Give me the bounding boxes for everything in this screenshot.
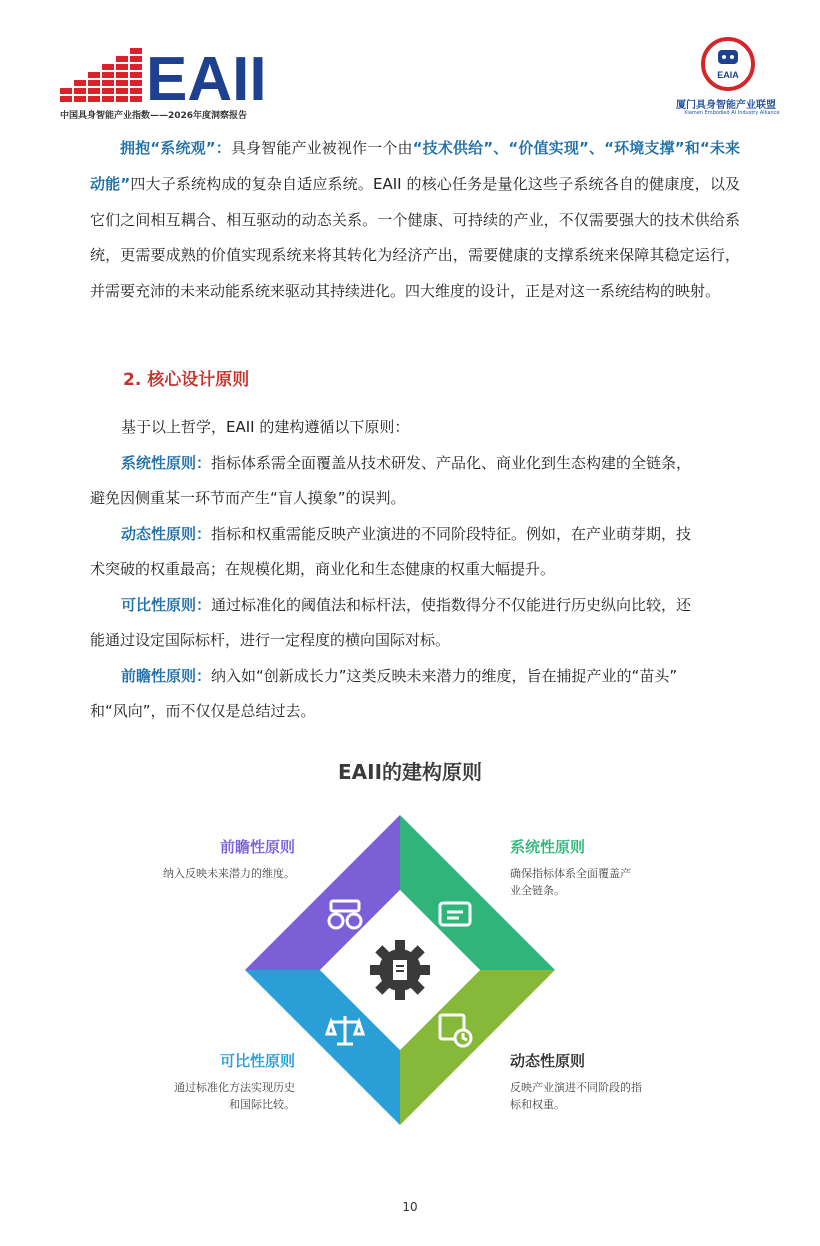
alliance-logo	[700, 36, 756, 92]
logo-text: EAII	[146, 45, 267, 104]
label-foresight: 前瞻性原则 纳入反映未来潜力的维度。	[163, 838, 295, 880]
svg-text:EAIA: EAIA	[717, 70, 739, 80]
intro-lead: 拥抱“系统观”：	[120, 139, 231, 157]
label-systematic: 系统性原则 确保指标体系全面覆盖产业全链条。	[510, 838, 631, 897]
label-dynamic: 动态性原则 反映产业演进不同阶段的指标和权重。	[510, 1052, 642, 1111]
section-heading: 2. 核心设计原则	[123, 370, 250, 390]
principle-line: 系统性原则：指标体系需全面覆盖从技术研发、产品化、商业化到生态构建的全链条，	[121, 454, 692, 472]
principle-line: 术突破的权重最高；在规模化期，商业化和生态健康的权重大幅提升。	[90, 560, 556, 578]
label-comparability: 可比性原则 通过标准化方法实现历史和国际比较。	[174, 1052, 295, 1111]
intro-keywords: “技术供给”、“价值实现”、“环境支撑”和“未来动能”	[90, 139, 740, 193]
section-intro: 基于以上哲学，EAII 的建构遵循以下原则：	[121, 418, 410, 436]
eaii-logo	[60, 44, 270, 104]
gear-icon	[370, 940, 430, 1000]
principle-line: 能通过设定国际标杆，进行一定程度的横向国际对标。	[90, 631, 451, 649]
principle-line: 动态性原则：指标和权重需能反映产业演进的不同阶段特征。例如，在产业萌芽期，技	[121, 525, 692, 543]
principle-line: 避免因侧重某一环节而产生“盲人摸象”的误判。	[90, 489, 406, 507]
report-subtitle: 中国具身智能产业指数——2026年度洞察报告	[60, 111, 248, 121]
page-number: 10	[402, 1200, 418, 1214]
intro-text-1: 具身智能产业被视作一个由	[230, 139, 413, 157]
principle-line: 前瞻性原则：纳入如“创新成长力”这类反映未来潜力的维度，旨在捕捉产业的“苗头”	[121, 667, 678, 685]
principle-line: 可比性原则：通过标准化的阈值法和标杆法，使指数得分不仅能进行历史纵向比较，还	[121, 596, 692, 614]
diagram-title: EAII的建构原则	[337, 760, 483, 784]
intro-text-2: 四大子系统构成的复杂自适应系统。EAII 的核心任务是量化这些子系统各自的健康度，以及它们之间相互耦合、相互驱动的动态关系。一个健康、可持续的产业，不仅需要强大的技术供给系统，更需要成熟的价值实现系统来将其转化为经济产出，需要健康的支撑系统来保障其稳定运行，并需要充沛的未来动能系统来驱动其持续进化。四大维度的设计，正是对这一系统结构的映射。	[90, 174, 741, 301]
alliance-name-en: Xiamen Embodied AI Industry Alliance	[684, 110, 780, 116]
principle-line: 和“风向”，而不仅仅是总结过去。	[90, 702, 316, 720]
intro-paragraph	[90, 131, 740, 310]
alliance-name: 厦门具身智能产业联盟	[676, 100, 776, 111]
